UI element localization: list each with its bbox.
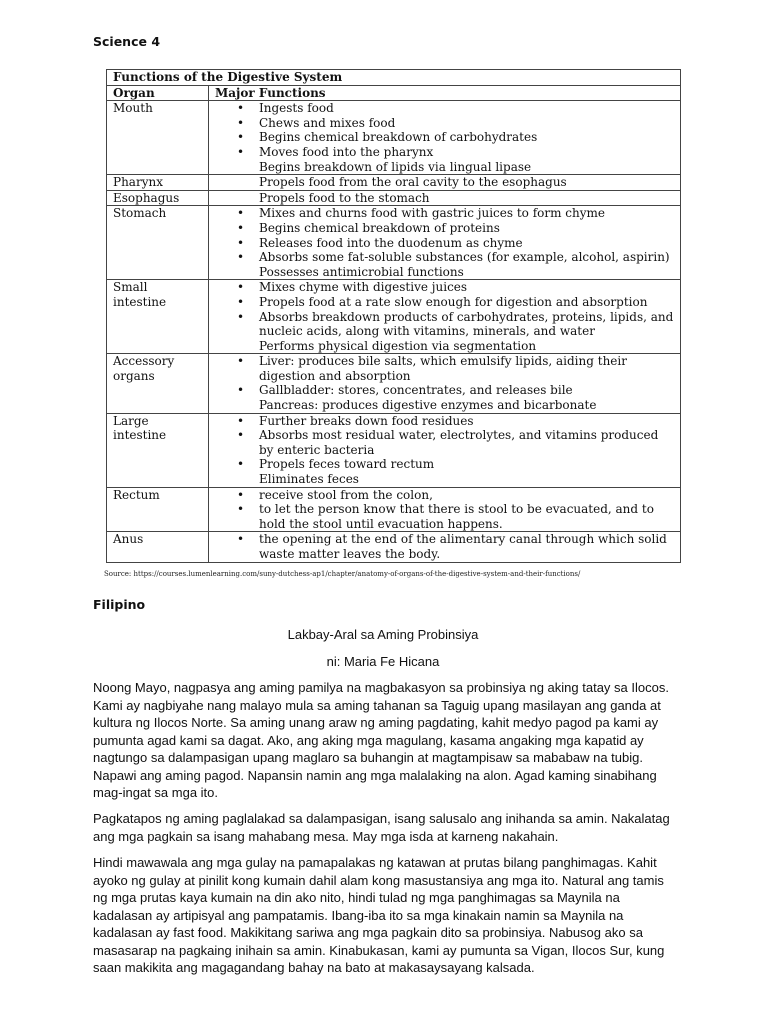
function-item: • Begins chemical breakdown of proteins [215, 221, 674, 236]
column-header-functions: Major Functions [209, 85, 681, 101]
function-item: • Propels food at a rate slow enough for digestion and absorption [215, 295, 674, 310]
paragraph-text: Hindi mawawala ang mga gulay na pamapalakas ng katawan at prutas bilang panghimagas. Kahit ayoko ng gulay at pinilit kong kumain dahil alam kong masustansiya ang mga ito. Natural ang tamis ng mga prutas kaya kumain na din ako nito, hindi tulad ng mga panghimagas sa Maynila na kadalasan ay artipisyal ang pampatamis. Ibang-iba ito sa mga kinakain namin sa Maynila na kadalasan ay fast food. Makikitang sariwa ang mga pagkain dito sa probinsiya. Nabusog ako sa masasarap na pagkaing inihain sa amin. Kinabukasan, kami ay pumunta sa Vigan, Ilocos Sur, kung saan makikita ang magagandang bahay na bato at makasaysayang kalsada. [93, 855, 665, 975]
table-row [107, 280, 681, 354]
table-title: Functions of the Digestive System [107, 70, 681, 86]
digestive-system-table [106, 69, 681, 563]
functions-cell [209, 532, 681, 562]
function-item: • receive stool from the colon, [215, 488, 674, 503]
function-list [215, 488, 674, 532]
story-paragraph [93, 854, 673, 977]
organ-cell: Small intestine [107, 280, 209, 354]
source-citation: Source: https://courses.lumenlearning.com/suny-dutchess-ap1/chapter/anatomy-of-organs-of-the-digestive-system-and-their-functions/ [104, 570, 581, 578]
function-item: • Absorbs most residual water, electrolytes, and vitamins produced by enteric bacteria [215, 428, 674, 457]
function-item: • Absorbs some fat-soluble substances (for example, alcohol, aspirin) [215, 250, 674, 265]
table-row [107, 101, 681, 175]
function-item: • Propels feces toward rectum [215, 457, 674, 472]
filipino-heading: Filipino [93, 597, 146, 612]
function-item: • Begins chemical breakdown of carbohydrates [215, 130, 674, 145]
function-item-unbulleted: Possesses antimicrobial functions [259, 264, 464, 279]
table-row [107, 190, 681, 206]
function-list [215, 101, 674, 174]
organ-cell: Esophagus [107, 190, 209, 206]
functions-cell [209, 354, 681, 413]
functions-cell [209, 487, 681, 532]
functions-cell [209, 101, 681, 175]
function-item: • Chews and mixes food [215, 116, 674, 131]
function-list [215, 414, 674, 487]
function-item: • Releases food into the duodenum as chyme [215, 236, 674, 251]
functions-cell [209, 280, 681, 354]
paragraph-text: Pagkatapos ng aming paglalakad sa dalampasigan, isang salusalo ang inihanda sa amin. Nakalatag ang mga pagkain sa isang mahabang mesa. May mga isda at karneng nakahain. [93, 811, 670, 844]
organ-cell: Anus [107, 532, 209, 562]
table-row [107, 487, 681, 532]
function-item: • Ingests food [215, 101, 674, 116]
table-row [107, 206, 681, 280]
function-list [215, 206, 674, 279]
table-row [107, 413, 681, 487]
organ-cell: Large intestine [107, 413, 209, 487]
science-heading: Science 4 [93, 34, 161, 49]
functions-cell [209, 190, 681, 206]
function-item: • the opening at the end of the alimentary canal through which solid waste matter leaves the body. [215, 532, 674, 561]
paragraph-text: Noong Mayo, nagpasya ang aming pamilya na magbakasyon sa probinsiya ng aking tatay sa Ilocos. Kami ay nagbiyahe nang malayo mula sa aming tahanan sa Taguig upang masilayan ang ganda at kultura ng Ilocos Norte. Sa aming unang araw ng aming pagdating, kahit medyo pagod pa kami ay pumunta agad kami sa dagat. Ako, ang aking mga magulang, kasama angaking mga kapatid ay nagtungo sa dalampasigan upang maglaro sa buhangin at magtampisaw sa mababaw na tubig. Napawi ang aming pagod. Napansin namin ang mga malalaking na alon. Agad kaming sinabihang mag-ingat sa mga ito. [93, 680, 669, 800]
function-item-unbulleted: Eliminates feces [259, 472, 359, 487]
function-list [215, 354, 674, 412]
organ-cell: Stomach [107, 206, 209, 280]
table-header-row [107, 85, 681, 101]
function-item: • Mixes chyme with digestive juices [215, 280, 674, 295]
column-header-organ: Organ [107, 85, 209, 101]
table-row [107, 175, 681, 191]
function-item: • to let the person know that there is stool to be evacuated, and to hold the stool until evacuation happens. [215, 502, 674, 531]
story-title: Lakbay-Aral sa Aming Probinsiya [287, 627, 479, 642]
table-title-row [107, 70, 681, 86]
function-item: • Further breaks down food residues [215, 414, 674, 429]
digestive-table-container [106, 69, 681, 563]
function-list [215, 532, 674, 561]
story-paragraph [93, 679, 673, 802]
organ-cell: Rectum [107, 487, 209, 532]
function-item: • Mixes and churns food with gastric juices to form chyme [215, 206, 674, 221]
functions-cell [209, 175, 681, 191]
function-list [215, 280, 674, 353]
table-row [107, 354, 681, 413]
story-author: ni: Maria Fe Hicana [326, 654, 440, 669]
table-row [107, 532, 681, 562]
function-item: • Moves food into the pharynx [215, 145, 674, 160]
function-item-unbulleted: Performs physical digestion via segmentation [259, 338, 537, 353]
functions-cell [209, 413, 681, 487]
story-paragraph [93, 810, 673, 845]
function-text: Propels food from the oral cavity to the esophagus [259, 175, 567, 190]
function-item-unbulleted: Begins breakdown of lipids via lingual lipase [259, 159, 532, 174]
functions-cell [209, 206, 681, 280]
function-item: • Liver: produces bile salts, which emulsify lipids, aiding their digestion and absorption [215, 354, 674, 383]
function-item: • Absorbs breakdown products of carbohydrates, proteins, lipids, and nucleic acids, along with vitamins, minerals, and water [215, 310, 674, 339]
function-item-unbulleted: Pancreas: produces digestive enzymes and bicarbonate [259, 398, 597, 413]
function-item: • Gallbladder: stores, concentrates, and releases bile [215, 383, 674, 398]
organ-cell: Pharynx [107, 175, 209, 191]
organ-cell: Mouth [107, 101, 209, 175]
organ-cell: Accessory organs [107, 354, 209, 413]
function-text: Propels food to the stomach [259, 190, 430, 205]
